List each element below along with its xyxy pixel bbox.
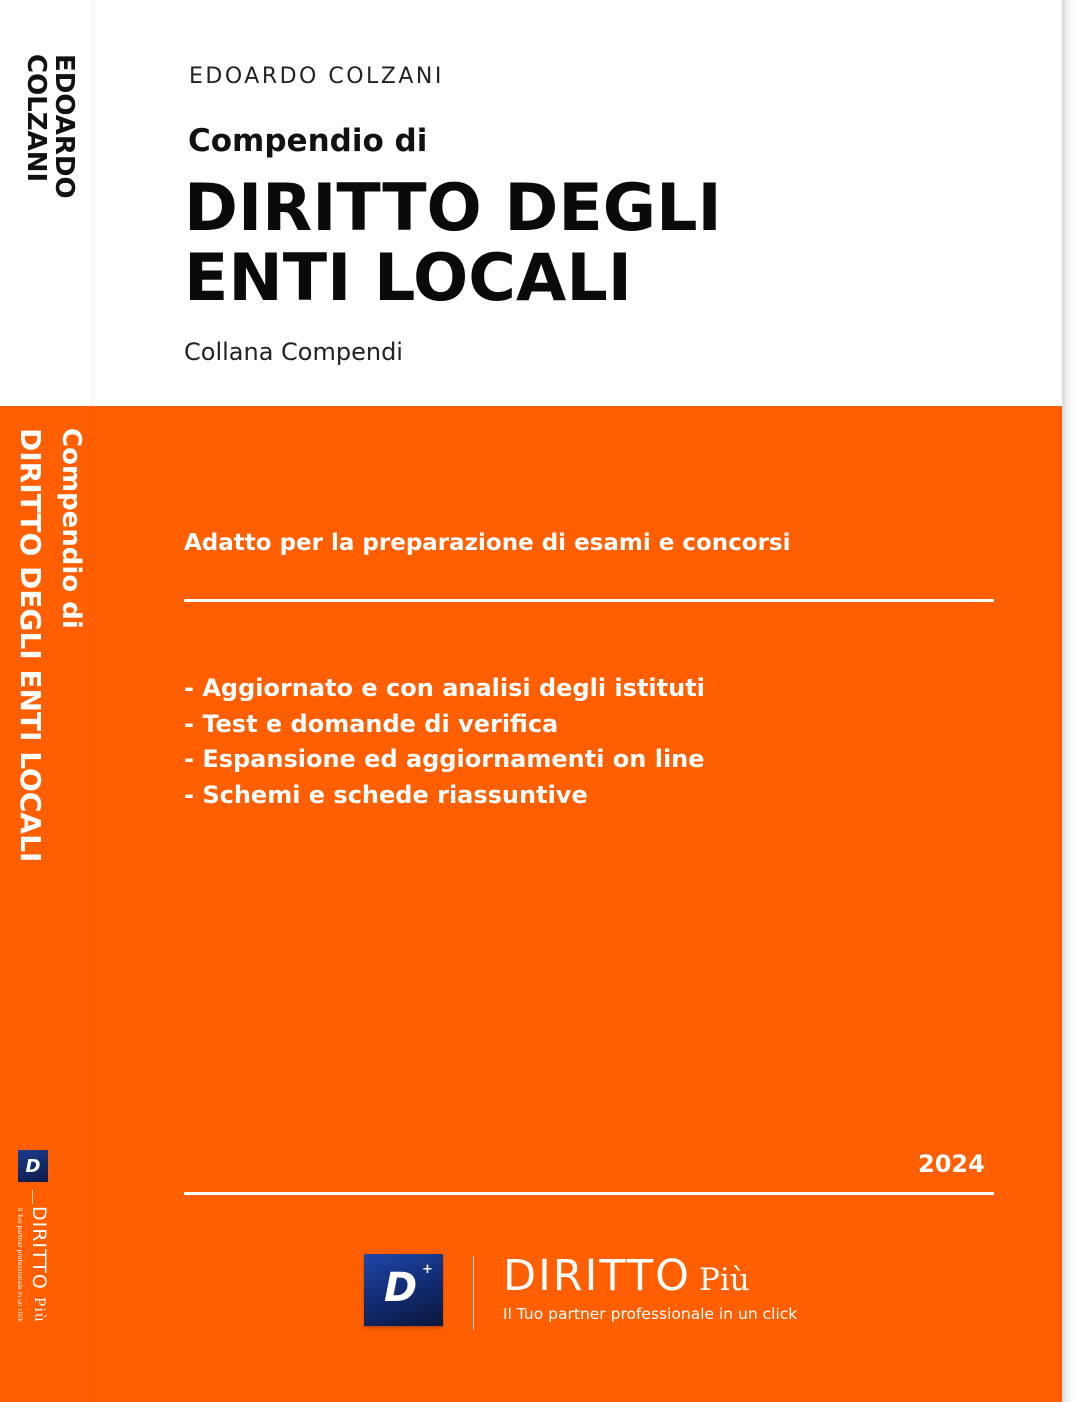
publisher-name <box>503 1252 750 1300</box>
feature-item: - Schemi e schede riassuntive <box>184 780 588 809</box>
cover-pretitle: Compendio di <box>188 123 428 159</box>
logo-letter: D <box>384 1265 418 1311</box>
logo-plus: + <box>422 1262 433 1277</box>
cover-series: Collana Compendi <box>184 338 403 366</box>
logo-separator <box>473 1256 474 1330</box>
cover-tagline: Adatto per la preparazione di esami e concorsi <box>184 530 791 556</box>
divider-rule-top <box>184 599 994 602</box>
spine-brand-name: DIRITTO <box>28 1206 50 1290</box>
spine-title-pretitle: Compendio di <box>56 428 86 629</box>
spine-brand-piu: Più <box>31 1296 47 1323</box>
feature-item: - Espansione ed aggiornamenti on line <box>184 745 705 773</box>
spine-publisher-logo-icon <box>18 1150 48 1182</box>
feature-list <box>184 671 705 813</box>
spine-author <box>22 54 84 204</box>
publisher-tagline: Il Tuo partner professionale in un click <box>503 1305 798 1323</box>
publisher-name-suffix: Più <box>698 1262 750 1298</box>
spine-divider <box>92 0 93 1402</box>
feature-item: - Aggiornato e con analisi degli istituti <box>184 674 705 702</box>
cover-author: EDOARDO COLZANI <box>189 64 444 89</box>
divider-rule-bottom <box>184 1192 994 1195</box>
cover-title-line-1: DIRITTO DEGLI <box>184 171 722 246</box>
spine-logo-letter: D <box>25 1155 41 1177</box>
spine-title <box>10 428 90 918</box>
publication-year: 2024 <box>918 1150 985 1178</box>
feature-item: - Test e domande di verifica <box>184 709 559 738</box>
publisher-logo-icon <box>364 1254 443 1326</box>
cover-title-line-2: ENTI LOCALI <box>184 241 632 316</box>
spine-logo-separator <box>32 1190 33 1204</box>
spine-publisher-tagline: Il Tuo partner professionale in un click <box>16 1208 23 1322</box>
spine-author-text: EDOARDO COLZANI <box>21 54 79 199</box>
spine-publisher-name <box>28 1206 50 1323</box>
page-edge-shadow <box>1062 0 1076 1402</box>
spine-title-main: DIRITTO DEGLI ENTI LOCALI <box>14 428 47 863</box>
publisher-name-main: DIRITTO <box>503 1251 691 1301</box>
